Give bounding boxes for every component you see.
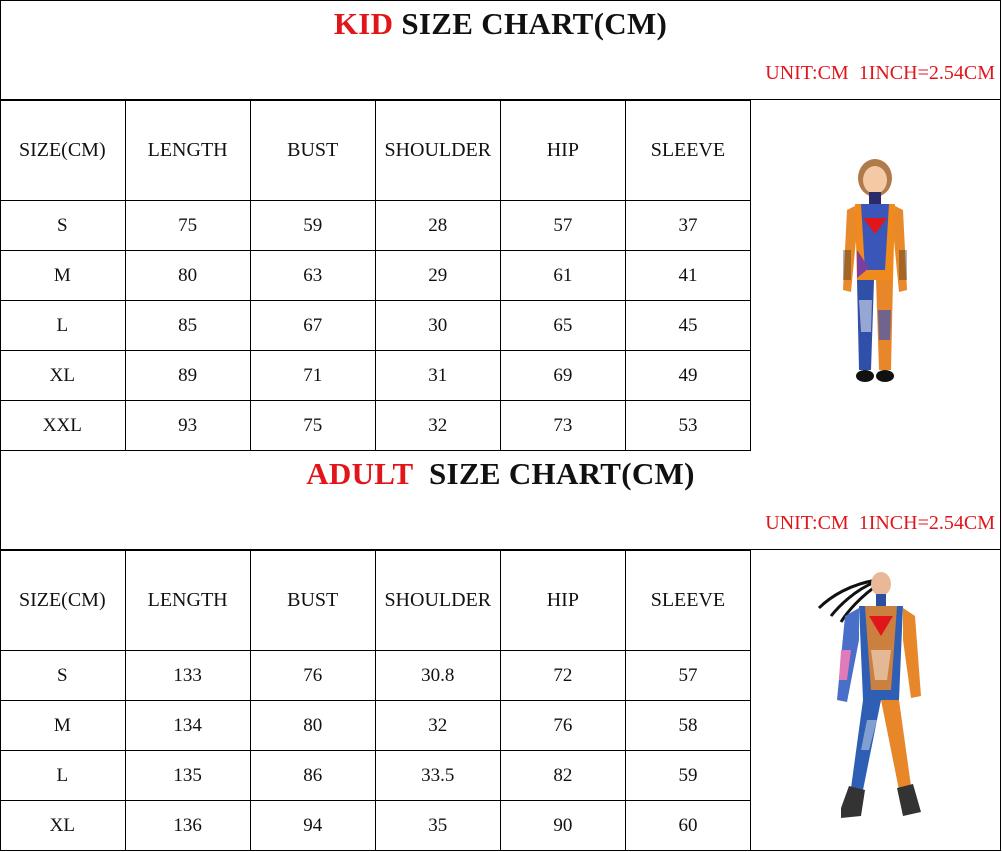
table-row [0, 201, 751, 251]
measurement-cell: 32 [375, 701, 500, 751]
measurement-cell: 63 [250, 251, 375, 301]
column-header: HIP [500, 101, 625, 201]
kid-model-illustration [751, 100, 1001, 450]
measurement-cell: 93 [125, 401, 250, 451]
measurement-cell: 37 [625, 201, 750, 251]
adult-title-rest: SIZE CHART(CM) [412, 456, 695, 491]
measurement-cell: 86 [250, 751, 375, 801]
column-header: SLEEVE [625, 101, 750, 201]
measurement-cell: 90 [500, 801, 625, 851]
column-header: LENGTH [125, 101, 250, 201]
size-label-cell: L [0, 751, 125, 801]
measurement-cell: 135 [125, 751, 250, 801]
measurement-cell: 76 [250, 651, 375, 701]
column-header: SIZE(CM) [0, 551, 125, 651]
measurement-cell: 85 [125, 301, 250, 351]
measurement-cell: 94 [250, 801, 375, 851]
column-header: BUST [250, 551, 375, 651]
size-label-cell: XL [0, 801, 125, 851]
measurement-cell: 60 [625, 801, 750, 851]
adult-unit-note: UNIT:CM 1INCH=2.54CM [765, 512, 995, 534]
measurement-cell: 133 [125, 651, 250, 701]
size-label-cell: S [0, 201, 125, 251]
measurement-cell: 57 [500, 201, 625, 251]
adult-title-row [0, 450, 1001, 550]
adult-size-table [0, 550, 751, 851]
kid-title-rest: SIZE CHART(CM) [393, 6, 668, 41]
kid-title [0, 6, 1001, 42]
measurement-cell: 35 [375, 801, 500, 851]
measurement-cell: 65 [500, 301, 625, 351]
table-row [0, 701, 751, 751]
measurement-cell: 29 [375, 251, 500, 301]
measurement-cell: 136 [125, 801, 250, 851]
measurement-cell: 59 [250, 201, 375, 251]
measurement-cell: 82 [500, 751, 625, 801]
kid-unit-note: UNIT:CM 1INCH=2.54CM [765, 62, 995, 84]
column-header: SLEEVE [625, 551, 750, 651]
table-row [0, 351, 751, 401]
measurement-cell: 30 [375, 301, 500, 351]
column-header: SHOULDER [375, 101, 500, 201]
measurement-cell: 80 [250, 701, 375, 751]
measurement-cell: 69 [500, 351, 625, 401]
measurement-cell: 59 [625, 751, 750, 801]
table-row [0, 651, 751, 701]
column-header: LENGTH [125, 551, 250, 651]
measurement-cell: 75 [250, 401, 375, 451]
measurement-cell: 49 [625, 351, 750, 401]
size-label-cell: S [0, 651, 125, 701]
measurement-cell: 89 [125, 351, 250, 401]
measurement-cell: 73 [500, 401, 625, 451]
measurement-cell: 32 [375, 401, 500, 451]
kid-title-row [0, 0, 1001, 100]
measurement-cell: 53 [625, 401, 750, 451]
measurement-cell: 31 [375, 351, 500, 401]
size-label-cell: M [0, 251, 125, 301]
column-header: SIZE(CM) [0, 101, 125, 201]
measurement-cell: 67 [250, 301, 375, 351]
table-row [0, 401, 751, 451]
kid-title-accent: KID [333, 6, 394, 41]
adult-model-image [750, 550, 1001, 851]
table-header-row [0, 101, 751, 201]
table-row [0, 301, 751, 351]
measurement-cell: 76 [500, 701, 625, 751]
size-label-cell: XL [0, 351, 125, 401]
size-label-cell: L [0, 301, 125, 351]
kid-size-table [0, 100, 751, 451]
measurement-cell: 41 [625, 251, 750, 301]
measurement-cell: 58 [625, 701, 750, 751]
measurement-cell: 72 [500, 651, 625, 701]
column-header: HIP [500, 551, 625, 651]
measurement-cell: 57 [625, 651, 750, 701]
table-row [0, 251, 751, 301]
table-row [0, 801, 751, 851]
measurement-cell: 61 [500, 251, 625, 301]
column-header: SHOULDER [375, 551, 500, 651]
measurement-cell: 80 [125, 251, 250, 301]
table-row [0, 751, 751, 801]
measurement-cell: 30.8 [375, 651, 500, 701]
table-header-row [0, 551, 751, 651]
measurement-cell: 33.5 [375, 751, 500, 801]
measurement-cell: 45 [625, 301, 750, 351]
measurement-cell: 75 [125, 201, 250, 251]
adult-title [0, 456, 1001, 492]
measurement-cell: 71 [250, 351, 375, 401]
size-label-cell: M [0, 701, 125, 751]
measurement-cell: 28 [375, 201, 500, 251]
adult-title-accent: ADULT [306, 456, 413, 491]
column-header: BUST [250, 101, 375, 201]
size-label-cell: XXL [0, 401, 125, 451]
measurement-cell: 134 [125, 701, 250, 751]
adult-model-illustration [751, 550, 1001, 850]
kid-model-image [750, 100, 1001, 450]
